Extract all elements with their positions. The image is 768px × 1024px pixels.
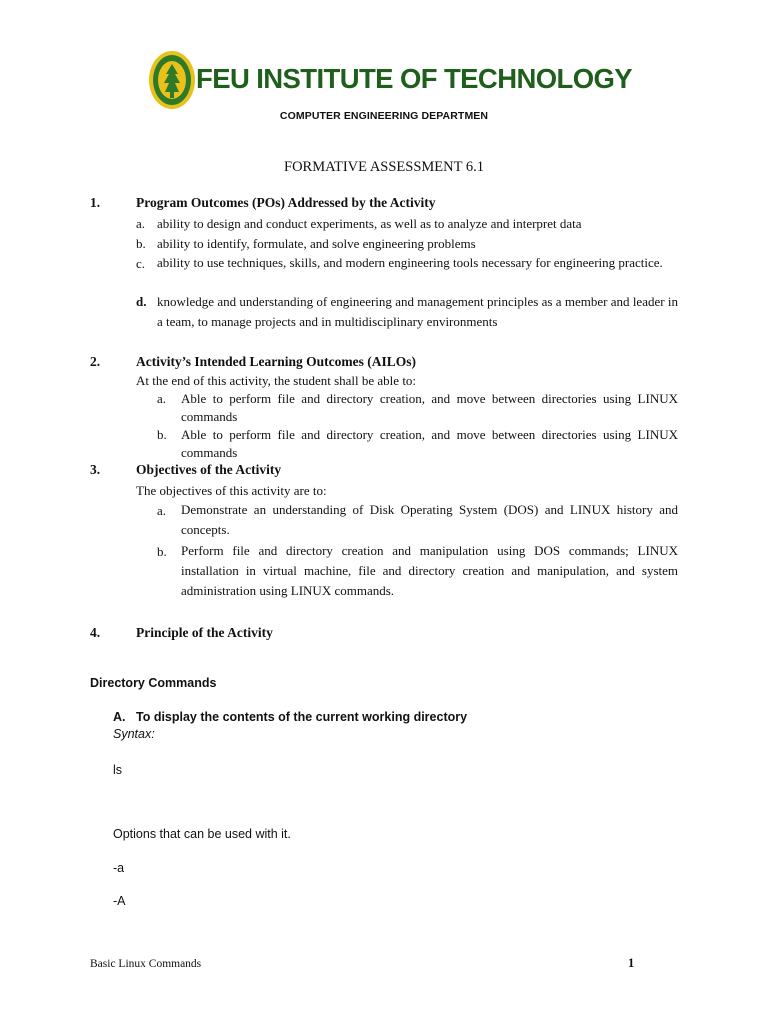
section-2-heading: Activity’s Intended Learning Outcomes (AILOs)	[136, 354, 416, 369]
section-1-number: 1.	[90, 195, 101, 210]
section-3-intro: The objectives of this activity are to:	[136, 483, 327, 498]
section-2-number: 2.	[90, 354, 101, 369]
section-3-number: 3.	[90, 462, 101, 477]
list-item-label: a.	[136, 216, 146, 231]
list-item-label: b.	[157, 427, 167, 442]
section-4-heading: Principle of the Activity	[136, 625, 273, 640]
directory-commands-heading: Directory Commands	[90, 676, 217, 690]
list-item-text: knowledge and understanding of engineering and management principles as a member and leader in a team, to manage projects and in multidisciplinary environments	[157, 294, 678, 329]
list-item-text: ability to use techniques, skills, and modern engineering tools necessary for engineering practice.	[157, 255, 663, 270]
section-4-number: 4.	[90, 625, 101, 640]
subsection-a-heading: To display the contents of the current working directory	[136, 710, 468, 724]
list-item-text: Demonstrate an understanding of Disk Operating System (DOS) and LINUX history and concepts.	[181, 502, 678, 537]
list-item-label: a.	[157, 391, 167, 406]
page-number: 1	[628, 956, 635, 970]
list-item-label: a.	[157, 503, 167, 518]
list-item-text: ability to design and conduct experiments, as well as to analyze and interpret data	[157, 216, 582, 231]
document-title: FORMATIVE ASSESSMENT 6.1	[284, 159, 484, 175]
list-item-label: b.	[136, 236, 146, 251]
footer-title: Basic Linux Commands	[90, 958, 202, 970]
section-3-heading: Objectives of the Activity	[136, 462, 282, 477]
list-item-text: ability to identify, formulate, and solve engineering problems	[157, 236, 476, 251]
option-item: -a	[113, 861, 125, 875]
section-1-heading: Program Outcomes (POs) Addressed by the Activity	[136, 195, 436, 210]
syntax-label: Syntax:	[113, 727, 155, 741]
list-item-label: c.	[136, 256, 146, 271]
list-item-label: b.	[157, 544, 167, 559]
list-item-text: Able to perform file and directory creation, and move between directories using LINUX commands	[181, 391, 678, 424]
list-item-text: Able to perform file and directory creation, and move between directories using LINUX commands	[181, 427, 678, 460]
department-name: COMPUTER ENGINEERING DEPARTMEN	[279, 110, 489, 122]
options-text: Options that can be used with it.	[113, 827, 291, 841]
list-item-label: d.	[136, 294, 147, 309]
option-item: -A	[113, 894, 126, 908]
institution-name: FEU INSTITUTE OF TECHNOLOGY	[196, 63, 633, 94]
subsection-a-label: A.	[113, 710, 126, 724]
feu-seal-logo	[148, 50, 196, 110]
section-2-intro: At the end of this activity, the student shall be able to:	[136, 373, 417, 388]
command-ls: ls	[113, 763, 123, 777]
list-item-text: Perform file and directory creation and manipulation using DOS commands; LINUX installation in virtual machine, file and directory creation and manipulation, and system administration using LINUX commands.	[181, 543, 678, 598]
